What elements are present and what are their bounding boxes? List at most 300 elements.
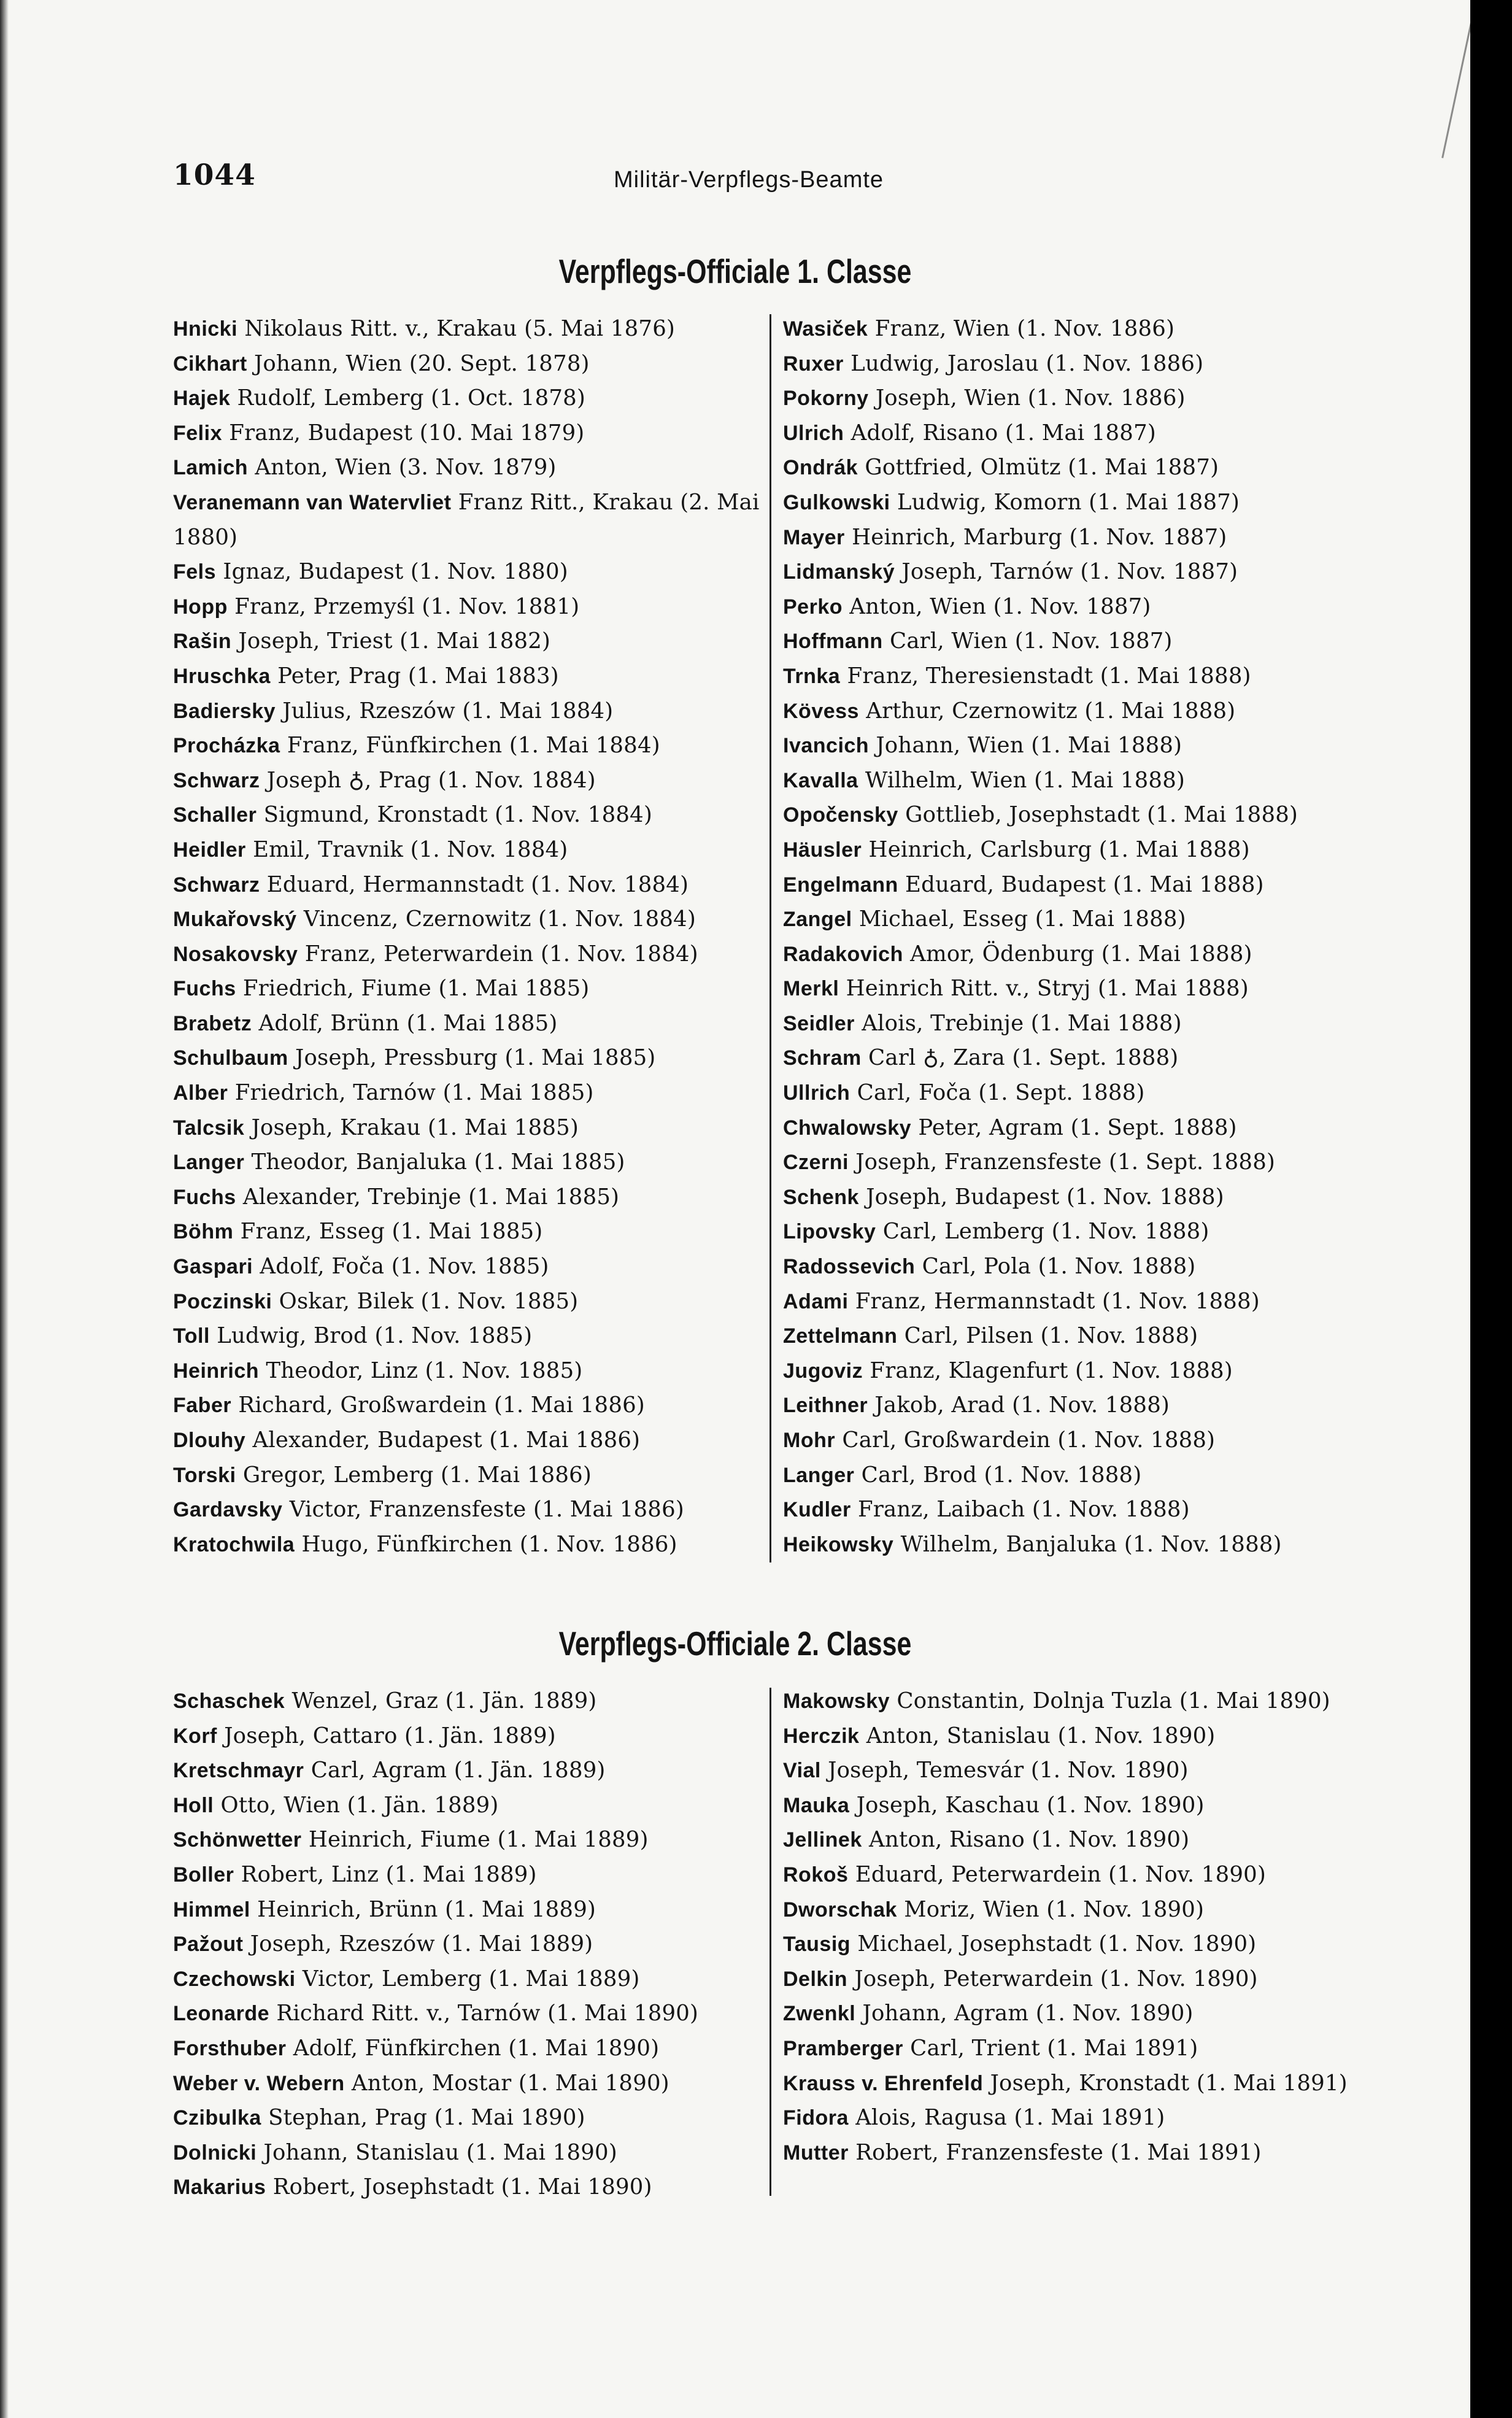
- list-item: [783, 1354, 1397, 1389]
- entry-surname: Toll: [173, 1324, 210, 1348]
- entry-details: Johann, Stanislau (1. Mai 1890): [263, 2139, 617, 2165]
- section-2-right-column: [783, 1684, 1397, 2170]
- list-item: [173, 971, 774, 1006]
- list-item: [783, 798, 1397, 833]
- list-item: [783, 971, 1397, 1006]
- entry-details: Friedrich, Fiume (1. Mai 1885): [242, 976, 590, 1002]
- entry-details: Franz, Budapest (10. Mai 1879): [229, 420, 585, 446]
- entry-details: Heinrich, Brünn (1. Mai 1889): [257, 1896, 596, 1922]
- entry-surname: Ivancich: [783, 734, 870, 758]
- entry-surname: Krauss v. Ehrenfeld: [783, 2071, 984, 2095]
- entry-surname: Procházka: [173, 734, 280, 758]
- list-item: [173, 1719, 774, 1754]
- entry-surname: Korf: [173, 1724, 217, 1748]
- list-item: [173, 1858, 774, 1893]
- entry-surname: Kudler: [783, 1498, 851, 1522]
- entry-surname: Böhm: [173, 1220, 234, 1244]
- list-item: [783, 868, 1397, 903]
- entry-details: Carl, Wien (1. Nov. 1887): [889, 628, 1173, 654]
- entry-details: Carl, Brod (1. Nov. 1888): [861, 1462, 1142, 1488]
- entry-surname: Lipovsky: [783, 1220, 876, 1244]
- entry-surname: Schram: [783, 1046, 862, 1070]
- entry-details: Franz, Peterwardein (1. Nov. 1884): [304, 941, 698, 967]
- entry-details: Theodor, Banjaluka (1. Mai 1885): [251, 1149, 625, 1175]
- entry-details: Vincenz, Czernowitz (1. Nov. 1884): [303, 906, 696, 932]
- entry-details: Heinrich Ritt. v., Stryj (1. Mai 1888): [846, 976, 1249, 1002]
- entry-details: Carl ♁, Zara (1. Sept. 1888): [868, 1045, 1179, 1071]
- entry-surname: Mohr: [783, 1429, 836, 1452]
- list-item: [173, 1284, 774, 1319]
- entry-surname: Ruxer: [783, 352, 844, 376]
- entry-details: Johann, Wien (20. Sept. 1878): [253, 350, 590, 376]
- entry-details: Eduard, Hermannstadt (1. Nov. 1884): [266, 871, 689, 897]
- entry-details: Joseph, Temesvár (1. Nov. 1890): [828, 1758, 1189, 1783]
- entry-surname: Mauka: [783, 1793, 850, 1817]
- entry-details: Joseph, Triest (1. Mai 1882): [238, 628, 551, 654]
- list-item: [173, 347, 774, 382]
- entry-surname: Veranemann van Watervliet: [173, 490, 452, 514]
- entry-details: Heinrich, Fiume (1. Mai 1889): [308, 1827, 649, 1853]
- entry-surname: Hopp: [173, 595, 228, 619]
- entry-surname: Dlouhy: [173, 1429, 246, 1452]
- entry-details: Amor, Ödenburg (1. Mai 1888): [910, 941, 1252, 967]
- entry-surname: Hoffmann: [783, 630, 883, 654]
- entry-details: Anton, Risano (1. Nov. 1890): [869, 1827, 1190, 1853]
- list-item: [783, 2136, 1397, 2171]
- entry-surname: Seidler: [783, 1011, 855, 1035]
- list-item: [783, 1927, 1397, 1962]
- entry-surname: Torski: [173, 1463, 236, 1487]
- list-item: [173, 381, 774, 416]
- entry-details: Franz, Laibach (1. Nov. 1888): [857, 1497, 1190, 1523]
- entry-details: Moriz, Wien (1. Nov. 1890): [904, 1896, 1205, 1922]
- entry-surname: Himmel: [173, 1898, 250, 1922]
- entry-surname: Schulbaum: [173, 1046, 288, 1070]
- entry-details: Joseph, Wien (1. Nov. 1886): [875, 385, 1186, 411]
- list-item: [173, 1111, 774, 1146]
- list-item: [173, 1788, 774, 1823]
- entry-surname: Pramberger: [783, 2036, 903, 2060]
- entry-surname: Pokorny: [783, 387, 869, 411]
- entry-surname: Ondrák: [783, 456, 858, 480]
- list-item: [173, 555, 774, 590]
- list-item: [173, 1006, 774, 1041]
- entry-details: Ludwig, Brod (1. Nov. 1885): [217, 1323, 533, 1349]
- list-item: [783, 1528, 1397, 1562]
- section-2-left-column: [173, 1684, 774, 2205]
- entry-details: Gregor, Lemberg (1. Mai 1886): [242, 1462, 592, 1488]
- entry-details: Sigmund, Kronstadt (1. Nov. 1884): [263, 802, 652, 828]
- list-item: [783, 312, 1397, 347]
- list-item: [173, 1996, 774, 2031]
- entry-details: Ludwig, Komorn (1. Mai 1887): [897, 489, 1240, 515]
- entry-surname: Schwarz: [173, 873, 260, 897]
- entry-surname: Wasiček: [783, 317, 868, 341]
- entry-surname: Perko: [783, 595, 843, 619]
- entry-details: Friedrich, Tarnów (1. Mai 1885): [234, 1080, 594, 1106]
- entry-surname: Mutter: [783, 2141, 849, 2165]
- list-item: [783, 1493, 1397, 1528]
- entry-surname: Leonarde: [173, 2002, 270, 2026]
- entry-surname: Hajek: [173, 387, 231, 411]
- entry-surname: Chwalowsky: [783, 1116, 912, 1140]
- list-item: [173, 833, 774, 868]
- entry-details: Jakob, Arad (1. Nov. 1888): [874, 1392, 1170, 1418]
- column-divider: [770, 314, 771, 1562]
- list-item: [173, 416, 774, 451]
- entry-details: Anton, Mostar (1. Mai 1890): [351, 2070, 669, 2096]
- entry-surname: Fuchs: [173, 1185, 236, 1209]
- entry-surname: Faber: [173, 1394, 232, 1418]
- list-item: [173, 2031, 774, 2066]
- list-item: [173, 1528, 774, 1562]
- entry-surname: Schwarz: [173, 768, 260, 792]
- entry-details: Nikolaus Ritt. v., Krakau (5. Mai 1876): [244, 316, 676, 341]
- list-item: [783, 1893, 1397, 1928]
- entry-surname: Gulkowski: [783, 490, 890, 514]
- entry-details: Joseph, Kaschau (1. Nov. 1890): [856, 1792, 1205, 1818]
- entry-surname: Dolnicki: [173, 2141, 257, 2165]
- entry-surname: Ulrich: [783, 421, 844, 445]
- entry-details: Carl, Pilsen (1. Nov. 1888): [904, 1323, 1198, 1349]
- list-item: [173, 1354, 774, 1389]
- entry-details: Wilhelm, Wien (1. Mai 1888): [865, 767, 1186, 793]
- entry-details: Joseph, Pressburg (1. Mai 1885): [295, 1045, 656, 1071]
- list-item: [173, 1076, 774, 1111]
- entry-details: Alois, Ragusa (1. Mai 1891): [855, 2105, 1165, 2131]
- list-item: [173, 450, 774, 485]
- entry-surname: Zwenkl: [783, 2002, 856, 2026]
- entry-details: Adolf, Foča (1. Nov. 1885): [260, 1254, 549, 1280]
- entry-surname: Fuchs: [173, 977, 236, 1001]
- entry-surname: Alber: [173, 1081, 228, 1105]
- entry-surname: Engelmann: [783, 873, 898, 897]
- entry-surname: Forsthuber: [173, 2036, 287, 2060]
- entry-details: Anton, Stanislau (1. Nov. 1890): [866, 1723, 1216, 1748]
- entry-details: Heinrich, Carlsburg (1. Mai 1888): [868, 836, 1250, 862]
- list-item: [173, 1893, 774, 1928]
- list-item: [783, 520, 1397, 555]
- entry-details: Alexander, Budapest (1. Mai 1886): [252, 1427, 641, 1453]
- entry-surname: Heikowsky: [783, 1532, 894, 1556]
- entry-surname: Ullrich: [783, 1081, 850, 1105]
- entry-surname: Poczinski: [173, 1289, 272, 1313]
- entry-details: Joseph, Tarnów (1. Nov. 1887): [901, 559, 1238, 585]
- list-item: [783, 1041, 1397, 1076]
- entry-details: Franz, Hermannstadt (1. Nov. 1888): [855, 1288, 1260, 1314]
- list-item: [783, 1388, 1397, 1423]
- entry-details: Ignaz, Budapest (1. Nov. 1880): [223, 559, 568, 585]
- entry-details: Adolf, Brünn (1. Mai 1885): [258, 1010, 558, 1036]
- entry-details: Richard, Großwardein (1. Mai 1886): [238, 1392, 645, 1418]
- list-item: [173, 1423, 774, 1458]
- list-item: [783, 902, 1397, 937]
- list-item: [783, 659, 1397, 694]
- running-head: Militär-Verpflegs-Beamte: [614, 167, 884, 193]
- entry-surname: Zangel: [783, 908, 852, 932]
- entry-surname: Kövess: [783, 699, 859, 723]
- entry-surname: Gardavsky: [173, 1498, 283, 1522]
- entry-details: Carl, Agram (1. Jän. 1889): [310, 1758, 606, 1783]
- entry-details: Joseph, Kronstadt (1. Mai 1891): [990, 2070, 1348, 2096]
- entry-surname: Czerni: [783, 1151, 849, 1175]
- list-item: [783, 728, 1397, 763]
- entry-surname: Cikhart: [173, 352, 247, 376]
- entry-details: Victor, Lemberg (1. Mai 1889): [302, 1966, 640, 1991]
- entry-details: Peter, Agram (1. Sept. 1888): [918, 1114, 1237, 1140]
- entry-surname: Tausig: [783, 1933, 851, 1956]
- entry-surname: Delkin: [783, 1967, 848, 1991]
- entry-details: Johann, Agram (1. Nov. 1890): [862, 2001, 1194, 2026]
- entry-surname: Lamich: [173, 456, 249, 480]
- list-item: [173, 937, 774, 972]
- entry-details: Eduard, Budapest (1. Mai 1888): [905, 871, 1264, 897]
- entry-details: Richard Ritt. v., Tarnów (1. Mai 1890): [276, 2001, 699, 2026]
- list-item: [783, 1006, 1397, 1041]
- list-item: [783, 1823, 1397, 1858]
- list-item: [173, 2136, 774, 2171]
- entry-surname: Fidora: [783, 2106, 849, 2130]
- entry-details: Joseph, Krakau (1. Mai 1885): [251, 1114, 579, 1140]
- page-number: 1044: [173, 158, 256, 192]
- entry-surname: Felix: [173, 421, 222, 445]
- entry-surname: Gaspari: [173, 1255, 253, 1279]
- entry-surname: Dworschak: [783, 1898, 897, 1922]
- entry-surname: Lidmanský: [783, 560, 895, 584]
- list-item: [783, 1753, 1397, 1788]
- entry-surname: Trnka: [783, 664, 841, 688]
- entry-details: Carl, Lemberg (1. Nov. 1888): [882, 1219, 1209, 1245]
- entry-surname: Makarius: [173, 2176, 266, 2200]
- entry-details: Peter, Prag (1. Mai 1883): [277, 663, 559, 689]
- list-item: [783, 937, 1397, 972]
- list-item: [783, 2031, 1397, 2066]
- list-item: [173, 1753, 774, 1788]
- entry-surname: Merkl: [783, 977, 839, 1001]
- section-1-right-column: [783, 312, 1397, 1562]
- entry-surname: Heinrich: [173, 1359, 260, 1383]
- entry-details: Franz Ritt., Krakau (2. Mai 1880): [173, 489, 760, 550]
- entry-surname: Schenk: [783, 1185, 859, 1209]
- entry-details: Joseph, Peterwardein (1. Nov. 1890): [854, 1966, 1258, 1991]
- list-item: [783, 1962, 1397, 1997]
- entry-details: Adolf, Risano (1. Mai 1887): [850, 420, 1156, 446]
- entry-details: Carl, Trient (1. Mai 1891): [910, 2035, 1198, 2061]
- entry-details: Heinrich, Marburg (1. Nov. 1887): [852, 524, 1227, 550]
- entry-surname: Boller: [173, 1863, 234, 1887]
- list-item: [173, 1927, 774, 1962]
- entry-surname: Rašin: [173, 630, 232, 654]
- entry-details: Alexander, Trebinje (1. Mai 1885): [242, 1184, 620, 1210]
- entry-details: Gottfried, Olmütz (1. Mai 1887): [865, 455, 1219, 481]
- list-item: [783, 1719, 1397, 1754]
- entry-details: Franz, Klagenfurt (1. Nov. 1888): [870, 1358, 1233, 1383]
- entry-details: Arthur, Czernowitz (1. Mai 1888): [866, 698, 1236, 724]
- entry-details: Anton, Wien (3. Nov. 1879): [255, 455, 557, 481]
- list-item: [173, 659, 774, 694]
- list-item: [783, 1858, 1397, 1893]
- entry-details: Carl, Pola (1. Nov. 1888): [922, 1254, 1196, 1280]
- list-item: [783, 590, 1397, 625]
- entry-surname: Kretschmayr: [173, 1759, 304, 1783]
- section-title-class-2: Verpflegs-Officiale 2. Classe: [558, 1624, 912, 1663]
- list-item: [783, 2066, 1397, 2101]
- entry-details: Robert, Franzensfeste (1. Mai 1891): [855, 2139, 1262, 2165]
- entry-surname: Hruschka: [173, 664, 271, 688]
- list-item: [783, 1145, 1397, 1180]
- entry-surname: Czechowski: [173, 1967, 296, 1991]
- entry-surname: Langer: [173, 1151, 245, 1175]
- scan-edge-mark: [1441, 20, 1470, 158]
- entry-surname: Schönwetter: [173, 1828, 302, 1852]
- entry-details: Constantin, Dolnja Tuzla (1. Mai 1890): [897, 1688, 1330, 1713]
- list-item: [173, 1493, 774, 1528]
- entry-details: Michael, Josephstadt (1. Nov. 1890): [857, 1931, 1257, 1957]
- entry-details: Franz, Fünfkirchen (1. Mai 1884): [287, 733, 660, 759]
- entry-surname: Schaller: [173, 803, 257, 827]
- entry-surname: Fels: [173, 560, 217, 584]
- list-item: [173, 694, 774, 729]
- column-divider: [770, 1688, 771, 2196]
- list-item: [173, 1823, 774, 1858]
- entry-surname: Vial: [783, 1759, 821, 1783]
- entry-surname: Schaschek: [173, 1690, 285, 1713]
- list-item: [173, 2101, 774, 2136]
- entry-surname: Langer: [783, 1463, 855, 1487]
- list-item: [173, 1458, 774, 1493]
- entry-surname: Adami: [783, 1289, 849, 1313]
- list-item: [173, 902, 774, 937]
- entry-details: Adolf, Fünfkirchen (1. Mai 1890): [293, 2035, 660, 2061]
- entry-details: Emil, Travnik (1. Nov. 1884): [253, 836, 568, 862]
- list-item: [173, 2066, 774, 2101]
- list-item: [173, 728, 774, 763]
- list-item: [783, 1788, 1397, 1823]
- entry-surname: Radakovich: [783, 942, 903, 966]
- list-item: [783, 2101, 1397, 2136]
- entry-surname: Pažout: [173, 1933, 244, 1956]
- entry-surname: Holl: [173, 1793, 214, 1817]
- list-item: [783, 833, 1397, 868]
- entry-details: Theodor, Linz (1. Nov. 1885): [266, 1358, 583, 1383]
- entry-surname: Mayer: [783, 525, 845, 549]
- list-item: [173, 868, 774, 903]
- list-item: [173, 1180, 774, 1215]
- list-item: [783, 1076, 1397, 1111]
- list-item: [783, 416, 1397, 451]
- list-item: [783, 1284, 1397, 1319]
- entry-details: Franz, Wien (1. Nov. 1886): [874, 316, 1175, 341]
- entry-details: Victor, Franzensfeste (1. Mai 1886): [289, 1497, 684, 1523]
- entry-details: Franz, Esseg (1. Mai 1885): [240, 1219, 543, 1245]
- entry-surname: Häusler: [783, 838, 862, 862]
- list-item: [173, 1388, 774, 1423]
- section-1-left-column: [173, 312, 774, 1562]
- entry-details: Joseph, Rzeszów (1. Mai 1889): [250, 1931, 593, 1957]
- list-item: [173, 763, 774, 798]
- list-item: [783, 450, 1397, 485]
- list-item: [783, 1319, 1397, 1354]
- entry-details: Julius, Rzeszów (1. Mai 1884): [282, 698, 614, 724]
- list-item: [173, 590, 774, 625]
- list-item: [173, 1319, 774, 1354]
- entry-surname: Jellinek: [783, 1828, 862, 1852]
- list-item: [783, 694, 1397, 729]
- entry-surname: Badiersky: [173, 699, 276, 723]
- list-item: [173, 624, 774, 659]
- entry-details: Wenzel, Graz (1. Jän. 1889): [291, 1688, 597, 1713]
- list-item: [173, 2170, 774, 2205]
- entry-surname: Opočensky: [783, 803, 898, 827]
- entry-details: Joseph, Budapest (1. Nov. 1888): [866, 1184, 1224, 1210]
- list-item: [783, 347, 1397, 382]
- list-item: [173, 485, 774, 555]
- list-item: [173, 1145, 774, 1180]
- entry-details: Carl, Foča (1. Sept. 1888): [857, 1080, 1145, 1106]
- entry-surname: Heidler: [173, 838, 246, 862]
- list-item: [173, 1041, 774, 1076]
- entry-surname: Kavalla: [783, 768, 858, 792]
- list-item: [173, 1684, 774, 1719]
- list-item: [783, 381, 1397, 416]
- list-item: [173, 312, 774, 347]
- list-item: [173, 1962, 774, 1997]
- section-title-class-1: Verpflegs-Officiale 1. Classe: [558, 252, 912, 290]
- entry-surname: Talcsik: [173, 1116, 245, 1140]
- entry-details: Carl, Großwardein (1. Nov. 1888): [842, 1427, 1216, 1453]
- list-item: [783, 555, 1397, 590]
- entry-details: Ludwig, Jaroslau (1. Nov. 1886): [850, 350, 1204, 376]
- entry-details: Joseph, Cattaro (1. Jän. 1889): [224, 1723, 556, 1748]
- list-item: [783, 763, 1397, 798]
- entry-surname: Radossevich: [783, 1255, 916, 1279]
- entry-details: Rudolf, Lemberg (1. Oct. 1878): [237, 385, 585, 411]
- entry-details: Otto, Wien (1. Jän. 1889): [220, 1792, 499, 1818]
- entry-details: Stephan, Prag (1. Mai 1890): [268, 2105, 585, 2131]
- list-item: [783, 1996, 1397, 2031]
- entry-details: Michael, Esseg (1. Mai 1888): [858, 906, 1186, 932]
- list-item: [173, 1250, 774, 1284]
- entry-surname: Kratochwila: [173, 1532, 295, 1556]
- entry-details: Oskar, Bilek (1. Nov. 1885): [279, 1288, 579, 1314]
- list-item: [783, 1250, 1397, 1284]
- entry-surname: Makowsky: [783, 1690, 890, 1713]
- entry-details: Franz, Theresienstadt (1. Mai 1888): [847, 663, 1251, 689]
- entry-surname: Mukařovský: [173, 908, 297, 932]
- list-item: [783, 485, 1397, 520]
- entry-surname: Brabetz: [173, 1011, 252, 1035]
- entry-surname: Jugoviz: [783, 1359, 863, 1383]
- list-item: [783, 1684, 1397, 1719]
- list-item: [783, 1180, 1397, 1215]
- list-item: [783, 1458, 1397, 1493]
- list-item: [783, 1215, 1397, 1250]
- entry-details: Alois, Trebinje (1. Mai 1888): [862, 1010, 1182, 1036]
- entry-details: Joseph ♁, Prag (1. Nov. 1884): [266, 767, 596, 793]
- entry-details: Hugo, Fünfkirchen (1. Nov. 1886): [301, 1531, 677, 1557]
- list-item: [783, 1423, 1397, 1458]
- entry-details: Robert, Linz (1. Mai 1889): [241, 1861, 537, 1887]
- entry-details: Anton, Wien (1. Nov. 1887): [849, 593, 1151, 619]
- list-item: [173, 1215, 774, 1250]
- entry-surname: Rokoš: [783, 1863, 849, 1887]
- entry-details: Gottlieb, Josephstadt (1. Mai 1888): [905, 802, 1298, 828]
- entry-details: Franz, Przemyśl (1. Nov. 1881): [234, 593, 580, 619]
- list-item: [783, 1111, 1397, 1146]
- entry-surname: Herczik: [783, 1724, 860, 1748]
- entry-surname: Leithner: [783, 1394, 868, 1418]
- entry-surname: Zettelmann: [783, 1324, 898, 1348]
